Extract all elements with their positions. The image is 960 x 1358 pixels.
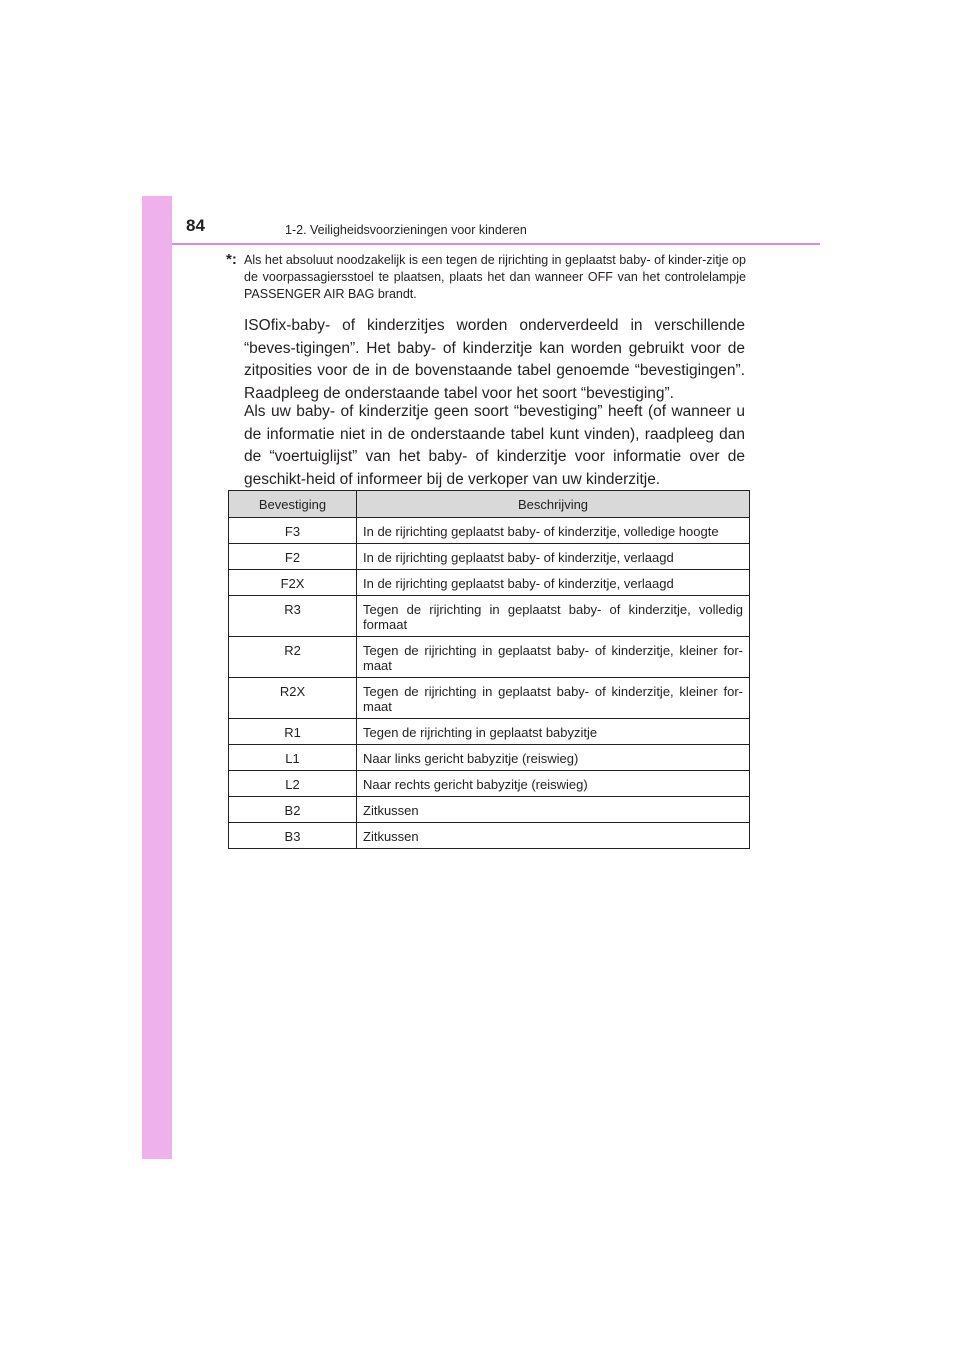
column-header-fixation: Bevestiging: [229, 491, 357, 518]
fixation-code: B3: [229, 823, 357, 849]
fixation-code: F2X: [229, 570, 357, 596]
fixation-description: Tegen de rijrichting in geplaatst babyzitje: [357, 719, 750, 745]
page-number: 84: [186, 216, 205, 235]
fixation-description: In de rijrichting geplaatst baby- of kinderzitje, volledige hoogte: [357, 518, 750, 544]
table-row: [229, 719, 750, 745]
footnote-mark: *:: [226, 251, 237, 268]
fixation-description: Tegen de rijrichting in geplaatst baby- of kinderzitje, volledig formaat: [357, 596, 750, 637]
fixation-code: R3: [229, 596, 357, 637]
fixation-table: [228, 490, 750, 849]
table-row: [229, 518, 750, 544]
fixation-description: Tegen de rijrichting in geplaatst baby- of kinderzitje, kleiner for-maat: [357, 678, 750, 719]
fixation-description: Naar rechts gericht babyzitje (reiswieg): [357, 771, 750, 797]
column-header-description: Beschrijving: [357, 491, 750, 518]
fixation-description: Zitkussen: [357, 797, 750, 823]
fixation-description: In de rijrichting geplaatst baby- of kinderzitje, verlaagd: [357, 570, 750, 596]
fixation-code: F2: [229, 544, 357, 570]
table-row: [229, 678, 750, 719]
fixation-code: L1: [229, 745, 357, 771]
table-row: [229, 771, 750, 797]
table-row: [229, 544, 750, 570]
table-header-row: [229, 491, 750, 518]
table-row: [229, 797, 750, 823]
table-row: [229, 637, 750, 678]
chapter-sidebar-tab: [142, 196, 172, 1159]
fixation-description: In de rijrichting geplaatst baby- of kinderzitje, verlaagd: [357, 544, 750, 570]
header-divider: [172, 243, 820, 245]
table-row: [229, 745, 750, 771]
fixation-description: Naar links gericht babyzitje (reiswieg): [357, 745, 750, 771]
fixation-code: R1: [229, 719, 357, 745]
fixation-description: Zitkussen: [357, 823, 750, 849]
footnote: [226, 252, 746, 303]
table-row: [229, 823, 750, 849]
fixation-code: L2: [229, 771, 357, 797]
fixation-code: R2: [229, 637, 357, 678]
paragraph-isofix-fixations: ISOfix-baby- of kinderzitjes worden onderverdeeld in verschillende “beves-tigingen”. Het baby- of kinderzitje kan worden gebruikt voor de zitposities voor de in de bovenstaande tabel genoemde “bevestigingen”. Raadpleeg de onderstaande tabel voor het soort “bevestiging”.: [244, 317, 745, 402]
table-row: [229, 596, 750, 637]
paragraph-vehicle-list: Als uw baby- of kinderzitje geen soort “bevestiging” heeft (of wanneer u de informatie niet in de onderstaande tabel kunt vinden), raadpleeg dan de “voertuiglijst” van het baby- of kinderzitje voor informatie over de geschikt-heid of informeer bij de verkoper van uw kinderzitje.: [244, 403, 745, 488]
fixation-code: F3: [229, 518, 357, 544]
fixation-code: B2: [229, 797, 357, 823]
section-title: 1-2. Veiligheidsvoorzieningen voor kinderen: [285, 223, 527, 237]
fixation-code: R2X: [229, 678, 357, 719]
footnote-text: Als het absoluut noodzakelijk is een tegen de rijrichting in geplaatst baby- of kinder-zitje op de voorpassagiersstoel te plaatsen, plaats het dan wanneer OFF van het controlelampje PASSENGER AIR BAG brandt.: [244, 253, 746, 301]
table-row: [229, 570, 750, 596]
fixation-description: Tegen de rijrichting in geplaatst baby- of kinderzitje, kleiner for-maat: [357, 637, 750, 678]
